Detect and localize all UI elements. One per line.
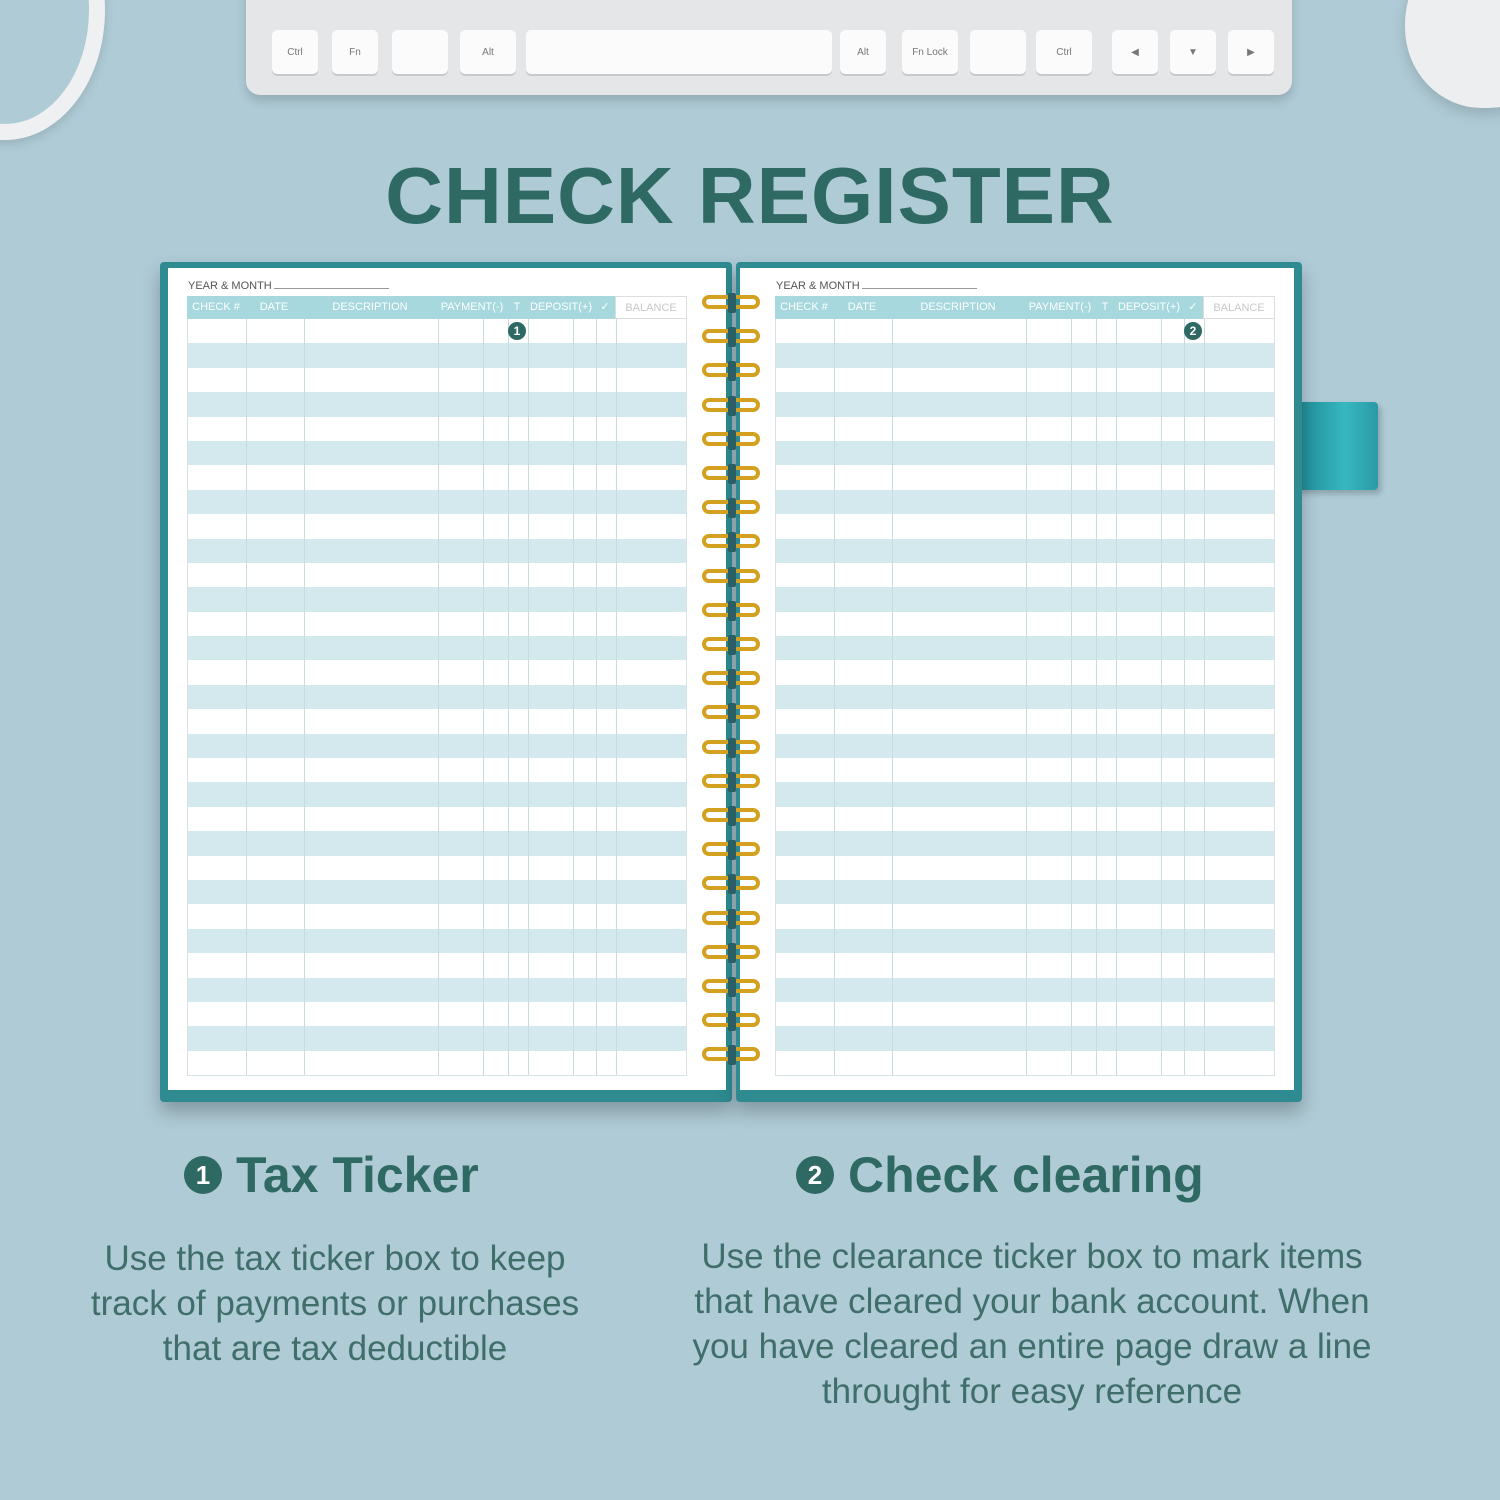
table-row[interactable] (188, 539, 686, 563)
key-fn: Fn (332, 30, 378, 74)
table-row[interactable] (776, 660, 1274, 684)
description-line: that have cleared your bank account. When (694, 1282, 1370, 1321)
col-tax: T (513, 301, 521, 313)
key-ctrl-left: Ctrl (272, 30, 318, 74)
register-table-right (775, 296, 1275, 1076)
down-arrow-icon: ▼ (1170, 30, 1216, 74)
col-check: CHECK # (192, 301, 240, 313)
column-divider (1184, 319, 1185, 1075)
column-divider (1071, 319, 1072, 1075)
keyboard (246, 0, 1292, 95)
table-row[interactable] (776, 953, 1274, 977)
table-row[interactable] (776, 392, 1274, 416)
spiral-ring (702, 839, 762, 859)
spiral-ring (702, 292, 762, 312)
spiral-ring (702, 360, 762, 380)
column-divider (438, 319, 439, 1075)
col-description: DESCRIPTION (920, 301, 996, 313)
table-row[interactable] (776, 880, 1274, 904)
left-arrow-icon: ◀ (1112, 30, 1158, 74)
table-row[interactable] (776, 782, 1274, 806)
col-check: CHECK # (780, 301, 828, 313)
table-row[interactable] (776, 758, 1274, 782)
feature-title-text: Check clearing (848, 1147, 1204, 1203)
table-row[interactable] (776, 1051, 1274, 1075)
right-arrow-icon: ▶ (1228, 30, 1274, 74)
table-row[interactable] (776, 417, 1274, 441)
table-row[interactable] (776, 343, 1274, 367)
ribbon-bookmark (1296, 402, 1378, 490)
feature-check-clearing-title (796, 1146, 1204, 1204)
table-row[interactable] (188, 856, 686, 880)
col-date: DATE (847, 301, 877, 313)
number-badge: 1 (184, 1156, 222, 1194)
table-row[interactable] (188, 807, 686, 831)
col-balance: BALANCE (615, 296, 687, 319)
number-badge: 2 (796, 1156, 834, 1194)
spiral-ring (702, 668, 762, 688)
spiral-ring (702, 737, 762, 757)
column-divider (528, 319, 529, 1075)
table-row[interactable] (188, 880, 686, 904)
table-row[interactable] (188, 343, 686, 367)
col-date: DATE (259, 301, 289, 313)
spiral-binding (702, 292, 762, 1072)
key-alt-right: Alt (840, 30, 886, 74)
spiral-ring (702, 1044, 762, 1064)
table-row[interactable] (188, 929, 686, 953)
table-row[interactable] (776, 978, 1274, 1002)
table-row[interactable] (188, 1051, 686, 1075)
table-row[interactable] (188, 465, 686, 489)
spiral-ring (702, 634, 762, 654)
table-row[interactable] (188, 368, 686, 392)
table-row[interactable] (188, 709, 686, 733)
table-row[interactable] (188, 587, 686, 611)
col-description: DESCRIPTION (332, 301, 408, 313)
table-row[interactable] (776, 490, 1274, 514)
table-row[interactable] (776, 709, 1274, 733)
register-header (775, 296, 1275, 319)
table-row[interactable] (776, 734, 1274, 758)
feature-tax-ticker-description (40, 1236, 630, 1371)
table-row[interactable] (776, 807, 1274, 831)
spiral-ring (702, 326, 762, 346)
spiral-ring (702, 531, 762, 551)
table-row[interactable] (188, 1026, 686, 1050)
col-deposit: DEPOSIT(+) (529, 301, 593, 313)
register-header (187, 296, 687, 319)
check-clearing-marker: 2 (1184, 322, 1202, 340)
register-rows (775, 319, 1275, 1076)
description-line: Use the tax ticker box to keep (104, 1239, 566, 1278)
column-divider (1116, 319, 1117, 1075)
col-payment: PAYMENT(-) (1028, 301, 1092, 313)
column-divider (573, 319, 574, 1075)
table-row[interactable] (188, 612, 686, 636)
spiral-ring (702, 395, 762, 415)
table-row[interactable] (776, 587, 1274, 611)
spiral-ring (702, 566, 762, 586)
key-menu (970, 30, 1026, 74)
coffee-cup (0, 0, 105, 140)
table-row[interactable] (188, 563, 686, 587)
spiral-ring (702, 1010, 762, 1030)
table-row[interactable] (188, 417, 686, 441)
description-line: track of payments or purchases (90, 1284, 580, 1323)
table-row[interactable] (188, 636, 686, 660)
description-line: throught for easy reference (821, 1372, 1243, 1411)
table-row[interactable] (776, 831, 1274, 855)
column-divider (483, 319, 484, 1075)
page-title: CHECK REGISTER (385, 151, 1115, 240)
table-row[interactable] (776, 1002, 1274, 1026)
column-divider (246, 319, 247, 1075)
year-month-right (776, 280, 977, 292)
column-divider (892, 319, 893, 1075)
col-cleared: ✓ (600, 301, 610, 313)
table-row[interactable] (776, 904, 1274, 928)
feature-check-clearing-description (632, 1234, 1432, 1414)
column-divider (1204, 319, 1205, 1075)
col-cleared: ✓ (1188, 301, 1198, 313)
key-win (392, 30, 448, 74)
table-row[interactable] (776, 856, 1274, 880)
feature-title-text: Tax Ticker (236, 1147, 479, 1203)
year-month-left (188, 280, 389, 292)
table-row[interactable] (188, 734, 686, 758)
computer-mouse (1405, 0, 1500, 108)
tax-ticker-marker: 1 (508, 322, 526, 340)
spiral-ring (702, 463, 762, 483)
col-payment: PAYMENT(-) (440, 301, 504, 313)
table-row[interactable] (188, 758, 686, 782)
table-row[interactable] (188, 1002, 686, 1026)
table-row[interactable] (188, 831, 686, 855)
table-row[interactable] (188, 514, 686, 538)
table-row[interactable] (188, 490, 686, 514)
year-month-label: YEAR & MONTH (776, 280, 860, 292)
spiral-ring (702, 976, 762, 996)
column-divider (616, 319, 617, 1075)
col-tax: T (1101, 301, 1109, 313)
column-divider (1161, 319, 1162, 1075)
column-divider (1026, 319, 1027, 1075)
key-fn-lock: Fn Lock (902, 30, 958, 74)
table-row[interactable] (776, 636, 1274, 660)
table-row[interactable] (188, 904, 686, 928)
table-row[interactable] (776, 929, 1274, 953)
description-line: that are tax deductible (162, 1329, 508, 1368)
feature-tax-ticker-title (184, 1146, 479, 1204)
register-rows (187, 319, 687, 1076)
column-divider (834, 319, 835, 1075)
table-row[interactable] (188, 978, 686, 1002)
table-row[interactable] (776, 441, 1274, 465)
key-space (526, 30, 832, 74)
col-balance: BALANCE (1203, 296, 1275, 319)
table-row[interactable] (776, 539, 1274, 563)
column-divider (596, 319, 597, 1075)
spiral-ring (702, 908, 762, 928)
spiral-ring (702, 497, 762, 517)
table-row[interactable] (776, 1026, 1274, 1050)
table-row[interactable] (188, 953, 686, 977)
key-ctrl-right: Ctrl (1036, 30, 1092, 74)
column-divider (304, 319, 305, 1075)
table-row[interactable] (776, 368, 1274, 392)
column-divider (1096, 319, 1097, 1075)
table-row[interactable] (776, 563, 1274, 587)
table-row[interactable] (188, 782, 686, 806)
register-table-left (187, 296, 687, 1076)
table-row[interactable] (776, 514, 1274, 538)
table-row[interactable] (188, 685, 686, 709)
table-row[interactable] (776, 612, 1274, 636)
year-month-label: YEAR & MONTH (188, 280, 272, 292)
spiral-ring (702, 702, 762, 722)
spiral-ring (702, 600, 762, 620)
table-row[interactable] (776, 465, 1274, 489)
spiral-ring (702, 873, 762, 893)
spiral-ring (702, 942, 762, 962)
table-row[interactable] (188, 441, 686, 465)
spiral-ring (702, 429, 762, 449)
description-line: you have cleared an entire page draw a line (692, 1327, 1372, 1366)
table-row[interactable] (776, 685, 1274, 709)
col-deposit: DEPOSIT(+) (1117, 301, 1181, 313)
description-line: Use the clearance ticker box to mark items (701, 1237, 1363, 1276)
table-row[interactable] (188, 319, 686, 343)
column-divider (508, 319, 509, 1075)
table-row[interactable] (188, 392, 686, 416)
spiral-ring (702, 805, 762, 825)
spiral-ring (702, 771, 762, 791)
key-alt-left: Alt (460, 30, 516, 74)
table-row[interactable] (188, 660, 686, 684)
